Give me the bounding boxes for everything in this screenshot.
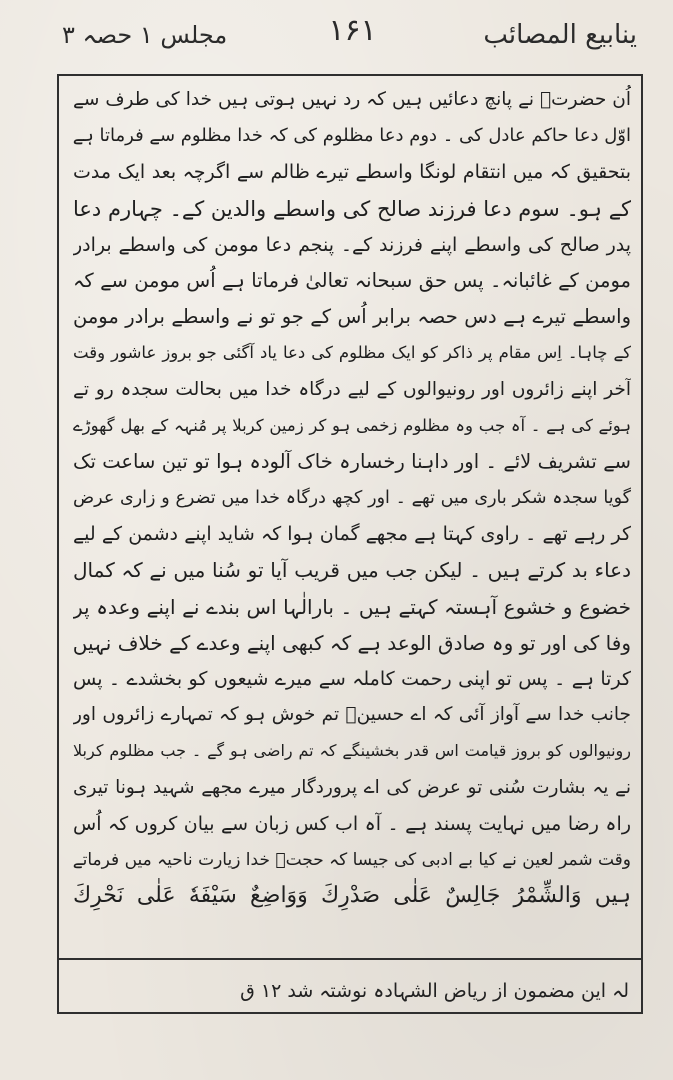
text-line: ہوئے کی ہے ۔ آہ جب وہ مظلوم زخمی ہو کر زمین کربلا پر مُنہہ کے بھل گھوڑے: [73, 415, 631, 435]
text-line: خضوع و خشوع آہستہ کہتے ہیں ۔ بارالٰہا اس بندے نے اپنے وعدہ پر: [73, 594, 631, 619]
text-line: دعاء بد کرتے ہیں ۔ لیکن جب میں قریب آیا تو سُنا میں نے کہ کمال: [73, 558, 631, 583]
text-line: وفا کی اور تو وہ صادق الوعد ہے کہ کبھی اپنے وعدے کے خلاف نہیں: [73, 630, 631, 655]
text-line: وقت شمر لعین نے کیا بے ادبی کی جیسا کہ حجتؑ خدا زیارت ناحیہ میں فرماتے: [73, 849, 631, 870]
text-line: رونیوالوں کو بروز قیامت اس قدر بخشینگے کہ تم راضی ہو گے ۔ جب مظلوم کربلا: [73, 741, 631, 761]
text-line: جانب خدا سے آواز آئی کہ اے حسینؑ تم خوش ہو کہ تمہارے زائروں اور: [73, 704, 631, 726]
text-line: کے ہو۔ سوم دعا فرزند صالح کی واسطے والدین کے۔ چہارم دعا: [73, 196, 631, 221]
arabic-quote-line: ہیں وَالشِّمْرُ جَالِسٌ عَلٰى صَدْرِكَ وَوَاضِعٌ سَيْفَهٗ عَلٰى نَحْرِكَ: [73, 883, 631, 909]
text-line: کر رہے تھے ۔ راوی کہتا ہے مجھے گمان ہوا کہ شاید اپنے دشمن کے لیے: [73, 523, 631, 546]
text-line: مومن کے غائبانہ۔ پس حق سبحانہ تعالیٰ فرماتا ہے اُس مومن سے کہ: [73, 268, 631, 292]
book-title: ینابیع المصائب: [483, 20, 637, 50]
text-frame: [57, 74, 643, 1014]
text-line: گویا سجدہ شکر باری میں تھے ۔ اور کچھ درگاہ خدا میں تضرع و زاری عرض: [73, 488, 631, 509]
text-line: اوّل دعا حاکم عادل کی ۔ دوم دعا مظلوم کی کہ خدا مظلوم سے فرماتا ہے: [73, 125, 631, 147]
text-line: نے یہ بشارت سُنی تو عرض کی اے پروردگار میرے مجھے شہید ہونا تیری: [73, 776, 631, 798]
text-line: راہ رضا میں نہایت پسند ہے ۔ آہ اب کس زبان سے بیان کروں کہ اُس: [73, 812, 631, 835]
section-label: مجلس ۱ حصہ ۳: [62, 21, 228, 49]
text-line: کے چاہا۔ اِس مقام پر ذاکر کو ایک مظلوم کی دعا یاد آگئی جو بروز عاشور وقت: [73, 343, 631, 363]
text-line: اُن حضرتؑ نے پانچ دعائیں ہیں کہ رد نہیں ہوتی ہیں خدا کی طرف سے: [73, 89, 631, 110]
page-number: ۱۶۱: [328, 13, 377, 48]
body-text: [73, 82, 631, 954]
text-line: پدر صالح کی واسطے اپنے فرزند کے۔ پنجم دعا مومن کی واسطے برادر: [73, 233, 631, 256]
text-line: واسطے تیرے ہے دس حصہ برابر اُس کے جو تو نے واسطے برادر مومن: [73, 305, 631, 329]
footnote: لہ این مضمون از ریاض الشہادہ نوشتہ شد ۱۲ ق: [240, 980, 629, 1002]
text-line: کرتا ہے ۔ پس تو اپنی رحمت کاملہ سے میرے شیعوں کو بخشدے ۔ پس: [73, 668, 631, 690]
text-line: بتحقیق کہ میں انتقام لونگا واسطے تیرے ظالم سے اگرچہ بعد ایک مدت: [73, 161, 631, 184]
text-line: سے تشریف لائے ۔ اور داہنا رخسارہ خاک آلودہ ہوا تو تین ساعت تک: [73, 449, 631, 473]
page-header: [56, 8, 649, 60]
text-line: آخر اپنے زائروں اور رونیوالوں کے لیے درگاہ خدا میں بحالت سجدہ رو تے: [73, 378, 631, 400]
footnote-divider: [59, 958, 641, 960]
